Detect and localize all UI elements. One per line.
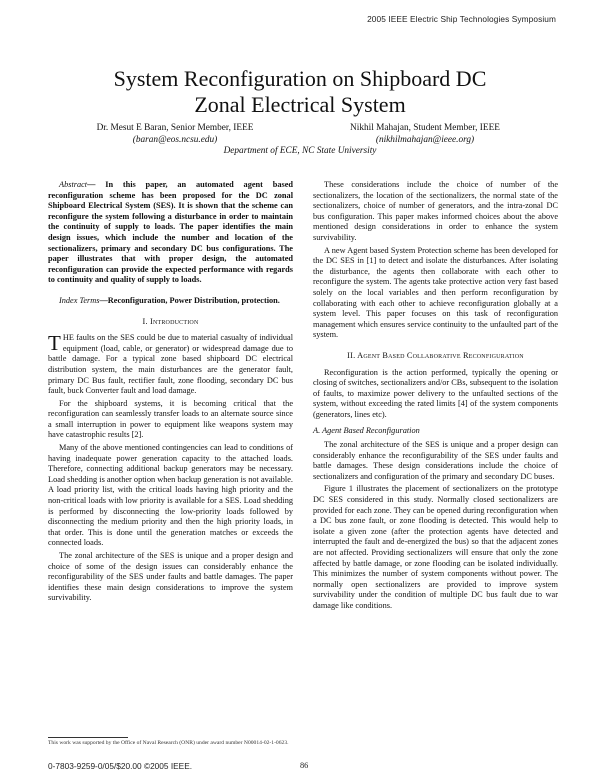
abstract (48, 180, 293, 286)
author-email: (baran@eos.ncsu.edu) (132, 134, 218, 145)
author-email: (nikhilmahajan@ieee.org) (375, 134, 475, 145)
page-number: 86 (300, 761, 309, 770)
author-name: Nikhil Mahajan, Student Member, IEEE (350, 123, 500, 133)
footnote-divider (48, 737, 128, 738)
footnote: This work was supported by the Office of Naval Research (ONR) under award number N00014-02-1-0623. (48, 740, 289, 746)
paragraph: A new Agent based System Protection scheme has been developed for the DC SES in [1] to detect and isolate the disturbances. After isolating the disturbance, the agents then collaborate with each other to reconfigure the system. The agents take protective action very fast based solely on the local variables and then perform reconfiguration by collaborating with each other to achieve reconfiguration globally at a system level. This paper focuses on this task of reconfiguration management which ensures service continuity to the unfaulted part of the system. (313, 245, 558, 340)
author-2 (310, 123, 540, 146)
author-name: Dr. Mesut E Baran, Senior Member, IEEE (96, 123, 254, 133)
paragraph: Reconfiguration is the action performed, typically the opening or closing of switches, sectionalizers and/or CBs, subsequent to the isolation of faults, to maximize power delivery to the unfaulted sections of the system, without exceeding the rated limits [4] of the system components (generators, lines etc). (313, 367, 558, 419)
paragraph: For the shipboard systems, it is becoming critical that the reconfiguration can seamlessly transfer loads to an alternate source since a small interruption in power to equipment like weapons system may have catastrophic results [2]. (48, 398, 293, 440)
paper-title (40, 66, 560, 118)
subsection-heading: A. Agent Based Reconfiguration (313, 426, 420, 436)
abstract-label: Abstract (59, 180, 88, 189)
drop-cap: T (48, 331, 61, 356)
section-heading-introduction: I. Introduction (142, 316, 199, 326)
left-column (48, 180, 293, 606)
paragraph: THE faults on the SES could be due to material casualty of individual equipment (load, cable, or generator) or widespread damage due to battle damage. For a typical zone based shipboard DC electrical distribution system, the main disturbances are the generator fault, primary DC Bus fault, rectifier fault, zone flooding, secondary DC bus fault, buck Converter fault and load damage. (48, 331, 293, 396)
index-terms (48, 296, 293, 307)
paragraph: The zonal architecture of the SES is unique and a proper design and choice of some of the design issues can considerably enhance the reconfigurability of the SES under faults and battle damages. The paper identifies these main design considerations to improve the system survivability. (48, 551, 293, 603)
section-heading-agent-reconfiguration: II. Agent Based Collaborative Reconfiguration (347, 350, 524, 360)
author-1 (60, 123, 290, 146)
right-column (313, 180, 558, 614)
paragraph: Many of the above mentioned contingencies can lead to conditions of having inadequate power generation capacity to the attached loads. Therefore, connecting additional backup generators may be necessary. Load shedding is another option when backup generation is not available. A load priority list, with the critical loads having high priority and the non-critical loads with low priority is available for a SES. Load shedding is performed by disconnecting the low-priority loads followed by disconnecting the medium priority and then the high priority loads, in that order. This is done until the generation matches or exceeds the connected loads. (48, 443, 293, 548)
paragraph: These considerations include the choice of number of the sectionalizers, the location of the sectionalizers, the normal state of the sectionalizers, choice of number of generators, and the intra-zonal DC bus configuration. This paper makes informed choices about the above mentioned design considerations in order to enhance the system survivability. (313, 180, 558, 242)
title-line-2: Zonal Electrical System (194, 92, 406, 117)
affiliation: Department of ECE, NC State University (223, 146, 377, 156)
paragraph: The zonal architecture of the SES is unique and a proper design can considerably enhance the reconfigurability of the SES under faults and battle damages. These design considerations include the choice of sectionalizers and configuration of the primary and secondary DC buses. (313, 440, 558, 481)
index-terms-text: —Reconfiguration, Power Distribution, protection. (99, 295, 280, 305)
copyright-line: 0-7803-9259-0/05/$20.00 ©2005 IEEE. (48, 761, 193, 771)
title-line-1: System Reconfiguration on Shipboard DC (113, 66, 487, 91)
index-terms-label: Index Terms (59, 295, 100, 305)
abstract-text: — In this paper, an automated agent based reconfiguration scheme has been proposed for the DC zonal Shipboard Electrical System (SES). It is shown that the scheme can reconfigure the system following a disturbance in order to maintain the continuity of supply to loads. The paper identifies the main design issues, which include the number and location of the sectionalizers, primary and secondary DC bus configurations. The paper illustrates that with proper design, the automated reconfiguration can provide the expected performance with regards to continuity and quality of supply to loads. (48, 180, 293, 285)
paragraph: Figure 1 illustrates the placement of sectionalizers on the prototype DC SES considered in this study. Normally closed sectionalizers are provided for each zone. They can be opened during reconfiguration when a DC bus zone fault, or zone flooding is detected. This would help to isolate a given zone (after the protection agents have detected and interrupted the fault and de-energized the bus) so that the adjacent zones are not affected. Providing sectionalizers will ensure that only the zone affected by battle damage, or zone flooding can be isolated individually. This minimizes the number of system components without power. The normally open sectionalizers are provided to improve system survivability under the condition of multiple DC bus fault due to war damage like conditions. (313, 484, 558, 610)
running-head: 2005 IEEE Electric Ship Technologies Symposium (367, 14, 556, 24)
